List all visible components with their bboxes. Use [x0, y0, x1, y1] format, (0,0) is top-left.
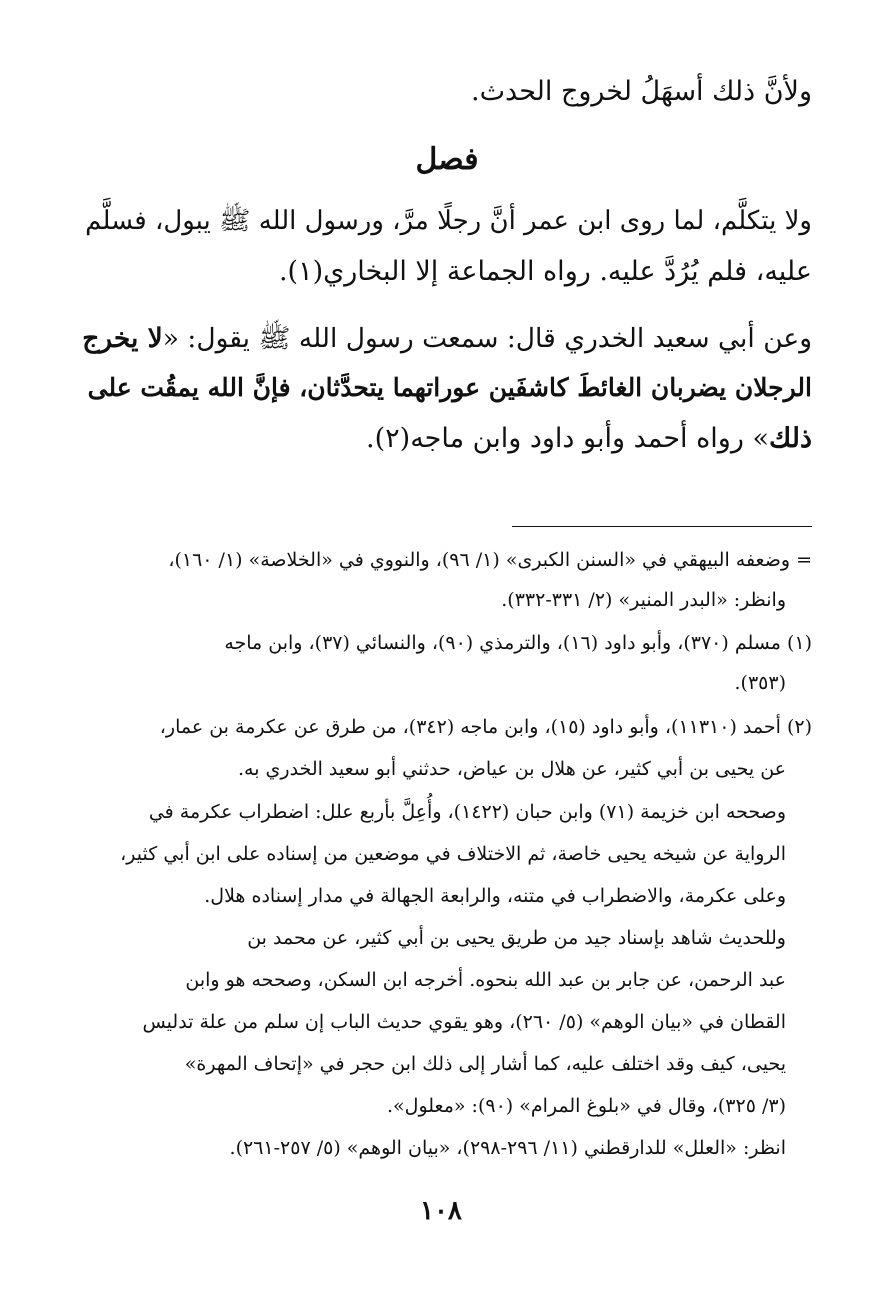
hadith-text: لا يخرج	[82, 323, 163, 354]
footnote-line: وانظر: «البدر المنير» (٢/ ٣٣١-٣٣٢).	[501, 589, 786, 611]
footnote-line: عبد الرحمن، عن جابر بن عبد الله بنحوه. أخرجه ابن السكن، وصححه هو وابن	[185, 969, 786, 991]
footnote-line: = وضعفه البيهقي في «السنن الكبرى» (١/ ٩٦)، والنووي في «الخلاصة» (١/ ١٦٠)،	[168, 549, 812, 571]
footnote-line: (٣/ ٣٢٥)، وقال في «بلوغ المرام» (٩٠): «معلول».	[386, 1095, 786, 1117]
main-text-line: عليه، فلم يُرُدَّ عليه. رواه الجماعة إلا البخاري(١).	[278, 256, 812, 287]
hadith-text: ذلك	[768, 423, 812, 454]
main-text-line: ولأنَّ ذلك أسهَلُ لخروج الحدث.	[471, 76, 812, 107]
footnote-line: القطان في «بيان الوهم» (٥/ ٢٦٠)، وهو يقوي حديث الباب إن سلم من علة تدليس	[142, 1011, 786, 1033]
section-heading: فصل	[415, 142, 479, 177]
main-text-line	[82, 323, 812, 355]
main-text-segment: وعن أبي سعيد الخدري قال: سمعت رسول الله ﷺ يقول: «	[162, 323, 812, 354]
main-text-line	[366, 423, 812, 455]
footnote-2: (٢) أحمد (١١٣١٠)، وأبو داود (١٥)، وابن ماجه (٣٤٢)، من طرق عن عكرمة بن عمار،	[159, 716, 812, 738]
footnote-line: وعلى عكرمة، والاضطراب في متنه، والرابعة الجهالة في مدار إسناده هلال.	[204, 885, 786, 907]
main-text-line: ولا يتكلَّم، لما روى ابن عمر أنَّ رجلًا مرَّ، ورسول الله ﷺ يبول، فسلَّم	[85, 206, 812, 236]
main-text-segment: » رواه أحمد وأبو داود وابن ماجه(٢).	[366, 423, 769, 454]
footnote-line: انظر: «العلل» للدارقطني (١١/ ٢٩٦-٢٩٨)، «بيان الوهم» (٥/ ٢٥٧-٢٦١).	[229, 1137, 786, 1159]
hadith-text: الرجلان يضربان الغائطَ كاشفَين عوراتهما يتحدَّثان، فإنَّ الله يمقُت على	[87, 373, 812, 402]
footnote-line: (٣٥٣).	[734, 672, 786, 694]
footnote-line: وللحديث شاهد بإسناد جيد من طريق يحيى بن أبي كثير، عن محمد بن	[247, 927, 786, 949]
footnote-line: يحيى، كيف وقد اختلف عليه، كما أشار إلى ذلك ابن حجر في «إتحاف المهرة»	[184, 1053, 786, 1075]
footnote-line: وصححه ابن خزيمة (٧١) وابن حبان (١٤٢٢)، وأُعِلَّ بأربع علل: اضطراب عكرمة في	[148, 801, 786, 823]
page-number: ١٠٨	[420, 1196, 462, 1226]
footnote-divider	[512, 526, 812, 527]
footnote-line: الرواية عن شيخه يحيى خاصة، ثم الاختلاف في موضعين من إسناده على ابن أبي كثير،	[120, 843, 786, 865]
footnote-line: عن يحيى بن أبي كثير، عن هلال بن عياض، حدثني أبو سعيد الخدري به.	[237, 758, 786, 780]
footnote-1: (١) مسلم (٣٧٠)، وأبو داود (١٦)، والترمذي (٩٠)، والنسائي (٣٧)، وابن ماجه	[224, 632, 812, 654]
